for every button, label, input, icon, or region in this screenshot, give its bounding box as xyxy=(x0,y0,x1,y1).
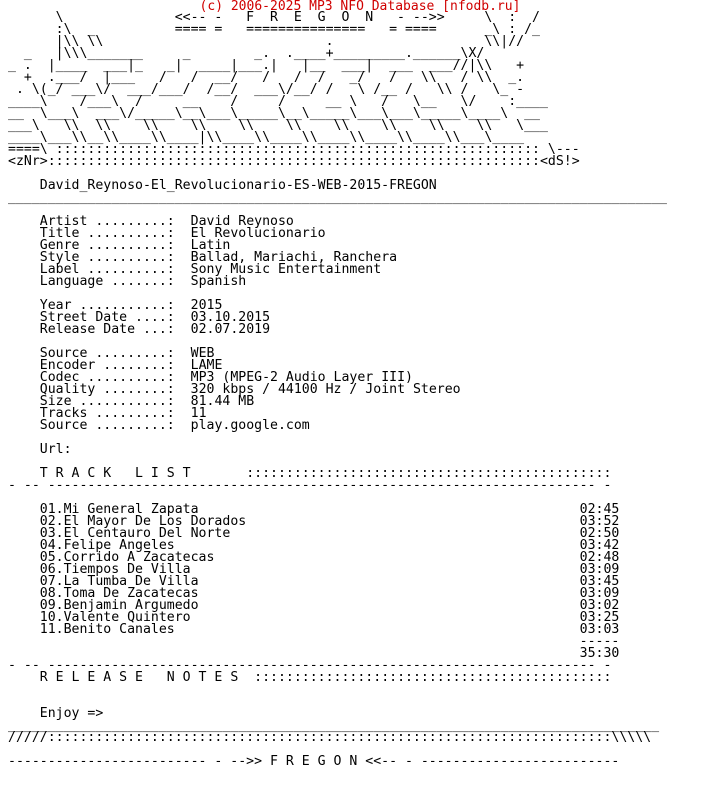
track-title: 06.Tiempos De Villa xyxy=(39,562,191,577)
track-time: 03:03 xyxy=(579,622,620,637)
header-art-line-12: ====\ ::::::::::::::::::::::::::::::::::::::::::::::::::::::::::::: \--- xyxy=(8,142,580,157)
footer-rule: __________________________________________________________________________________ xyxy=(8,718,660,733)
header-art-line-7: . \(_/ ___\/ ___/___/ /__/ ___\/__/ / \ /__ / \\ / \_ - xyxy=(8,82,525,97)
field-value: LAME xyxy=(190,358,223,373)
notes-divider: - -- --------------------------------------------------------------------- - xyxy=(8,658,612,673)
track-time: 03:09 xyxy=(579,586,620,601)
field-label: Style ..........: xyxy=(39,250,175,265)
header-art-line-6: + .___/ |___ / / __/ / / / _/ / \\ / \\ _. xyxy=(8,70,525,85)
track-title: 04.Felipe Angeles xyxy=(39,538,175,553)
notes-heading-line xyxy=(8,672,667,684)
release-name: David_Reynoso-El_Revolucionario-ES-WEB-2015-FREGON xyxy=(39,178,437,193)
footer-dots: /////:::::::::::::::::::::::::::::::::::::::::::::::::::::::::::::::::::::::\\\\\ xyxy=(8,730,652,745)
header-art-line-8: ____\ /___\ / __ / / __ \ / \__ \/ :____ xyxy=(8,94,548,109)
field-label: Street Date ....: xyxy=(39,310,175,325)
field-label: Genre ..........: xyxy=(39,238,175,253)
field-label: Year ...........: xyxy=(39,298,175,313)
header-art-line-10: ___\ \\ \\ \\ \\ \\ \\ \\ \\ \\ \\ \___ xyxy=(8,118,548,133)
notes-heading: R E L E A S E N O T E S xyxy=(39,670,239,685)
track-time: 03:45 xyxy=(579,574,620,589)
tracklist-divider: - -- --------------------------------------------------------------------- - xyxy=(8,478,612,493)
total-rule: ----- xyxy=(579,634,620,649)
field-value: 320 kbps / 44100 Hz / Joint Stereo xyxy=(190,382,461,397)
track-title: 10.Valente Quintero xyxy=(39,610,191,625)
field-label: Encoder ........: xyxy=(39,358,175,373)
field-label: Size ...........: xyxy=(39,394,175,409)
field-value: 11 xyxy=(190,406,207,421)
field-label: Quality ........: xyxy=(39,382,175,397)
field-row xyxy=(8,324,667,336)
field-value: MP3 (MPEG-2 Audio Layer III) xyxy=(190,370,413,385)
header-art-line-9: __ \___\ ___\/_____\__\___\_____\__\_____\___\___\_____\____\ __ xyxy=(8,106,540,121)
field-value: Sony Music Entertainment xyxy=(190,262,382,277)
track-time: 03:52 xyxy=(579,514,620,529)
track-title: 07.La Tumba De Villa xyxy=(39,574,199,589)
notes-text: Enjoy => xyxy=(39,706,104,721)
track-title: 11.Benito Canales xyxy=(39,622,175,637)
track-time: 03:25 xyxy=(579,610,620,625)
track-title: 05.Corrido A Zacatecas xyxy=(39,550,215,565)
header-art-line-3: |\\ \\ . \\|// xyxy=(8,34,525,49)
field-value: Spanish xyxy=(190,274,247,289)
header-art-line-1: \ <<-- - F R E G O N - -->> \ : / xyxy=(8,10,540,25)
field-value: 81.44 MB xyxy=(190,394,255,409)
track-title: 09.Benjamin Argumedo xyxy=(39,598,199,613)
field-value: 2015 xyxy=(190,298,223,313)
track-time: 02:50 xyxy=(579,526,620,541)
header-art-line-4: _ |\\\_______ _ _. .____+_________.______\X/ xyxy=(8,46,485,61)
field-value: play.google.com xyxy=(190,418,310,433)
track-time: 02:45 xyxy=(579,502,620,517)
field-value: 02.07.2019 xyxy=(190,322,271,337)
field-label: Language .......: xyxy=(39,274,175,289)
field-value: David Reynoso xyxy=(190,214,294,229)
tracklist-heading: T R A C K L I S T xyxy=(39,466,191,481)
nfo-document xyxy=(8,12,667,768)
field-value: WEB xyxy=(190,346,215,361)
header-art-line-11: ____\___\\__\\____\\____|\\____\\____\\____\\____\\____\\___\____ xyxy=(8,130,525,145)
track-time: 02:48 xyxy=(579,550,620,565)
field-label: Source .........: xyxy=(39,418,175,433)
field-label: Label ..........: xyxy=(39,262,175,277)
field-row xyxy=(8,420,667,432)
track-time: 03:09 xyxy=(579,562,620,577)
notes-dots: ::::::::::::::::::::::::::::::::::::::::::::: xyxy=(254,670,612,685)
field-row xyxy=(8,276,667,288)
track-title: 02.El Mayor De Los Dorados xyxy=(39,514,247,529)
field-label: Source .........: xyxy=(39,346,175,361)
track-time: 03:42 xyxy=(579,538,620,553)
field-label: Release Date ...: xyxy=(39,322,175,337)
field-value: Latin xyxy=(190,238,231,253)
total-time: 35:30 xyxy=(579,646,620,661)
header-art-line-13: <zNr>::::::::::::::::::::::::::::::::::::::::::::::::::::::::::::::<dS!> xyxy=(8,154,580,169)
tracklist-dots: :::::::::::::::::::::::::::::::::::::::::::::: xyxy=(246,466,612,481)
field-label: Tracks .........: xyxy=(39,406,175,421)
track-list xyxy=(8,504,667,636)
track-time: 03:02 xyxy=(579,598,620,613)
footer-line: ------------------------- - -->> F R E G O N <<-- - ------------------------- xyxy=(8,754,620,769)
track-title: 01.Mi General Zapata xyxy=(39,502,199,517)
track-title: 03.El Centauro Del Norte xyxy=(39,526,231,541)
header-art-line-2: :\ _ ==== = =============== = ==== _\ : /_ xyxy=(8,22,540,37)
field-value: 03.10.2015 xyxy=(190,310,271,325)
rule-line: ___________________________________________________________________________________ xyxy=(8,190,667,205)
field-value: El Revolucionario xyxy=(190,226,326,241)
track-title: 08.Toma De Zacatecas xyxy=(39,586,199,601)
header-art-line-5: _ . |____ ___|_ _| ____|___.| |__ ___| ___ ___//|\\ + xyxy=(8,58,525,73)
field-label: Title ..........: xyxy=(39,226,175,241)
field-label: Codec ..........: xyxy=(39,370,175,385)
field-value: Ballad, Mariachi, Ranchera xyxy=(190,250,398,265)
field-label: Artist .........: xyxy=(39,214,175,229)
site-credit: (c) 2006-2025 MP3 NFO Database [nfodb.ru] xyxy=(199,0,521,14)
field-row xyxy=(8,444,667,456)
url-label: Url: xyxy=(39,442,72,457)
